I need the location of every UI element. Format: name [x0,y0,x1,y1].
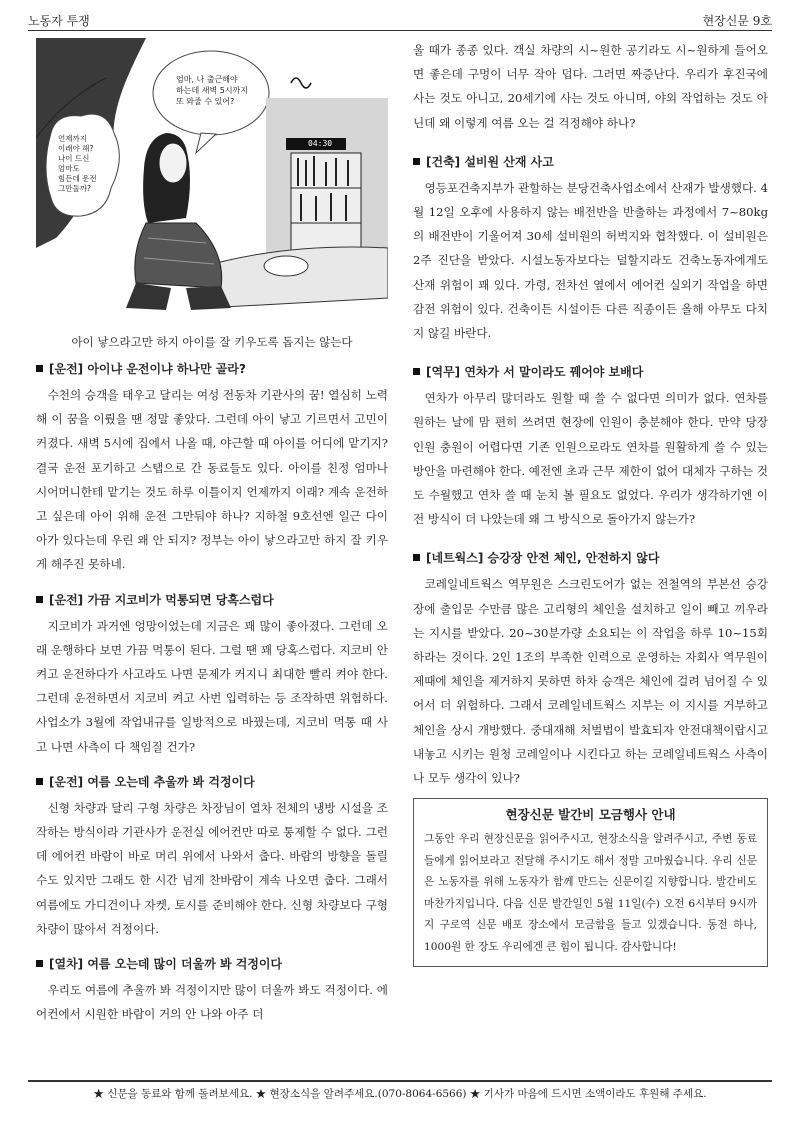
article-heading-text: [운전] 여름 오는데 추울까 봐 걱정이다 [49,774,255,789]
bubble-left-line: 나이 드신 [58,154,90,163]
article-heading [413,363,768,380]
article-heading-text: [운전] 아이냐 운전이냐 하나만 골라? [49,362,246,376]
square-bullet-icon [36,778,43,785]
article-heading-text: [역무] 연차가 서 말이라도 꿰어야 보배다 [426,365,644,380]
article-body: 우리도 여름에 추울까 봐 걱정이지만 많이 더울까 봐도 걱정이다. 에어컨에서 시원한 바람이 거의 안 나와 아주 더 [36,983,388,1022]
square-bullet-icon [36,596,43,603]
article-body: 영등포건축지부가 관할하는 분당건축사업소에서 산재가 발생했다. 4월 12일 오후에 사용하지 않는 배전반을 반출하는 과정에서 7~80kg의 배전반이 기울어져 30세 설비원의 허벅지와 협착했다. 이 설비원은 2주 진단을 받았다. 시설노동자보다는 덜할지라도 건축노동자에게도 산재 위험이 꽤 있다. 가령, 전차선 옆에서 에어컨 실외기 작업을 하면 감전 위험이 있다. 건축이든 시설이든 다른 직종이든 올해 아무도 다치지 않길 바란다. [413,180,768,341]
article-heading [36,591,388,608]
article-heading-text: [건축] 설비원 산재 사고 [426,154,554,169]
article-heading [36,955,388,972]
article-heading [413,549,768,566]
article-body: 신형 차량과 달리 구형 차량은 차장님이 열차 전체의 냉방 시설을 조작하는 방식이라 기관사가 운전실 에어컨만 따로 통제할 수 없다. 그런데 에어컨 바람이 바로 머리 위에서 나와서 춥다. 바람의 방향을 돌릴 수도 있지만 그래도 한 시간 넘게 찬바람이 계속 나오면 춥다. 그래서 여름에도 가디건이나 자켓, 토시를 준비해야 한다. 신형 차량보다 구형 차량이 많아서 걱정이다. [36,800,388,936]
article-4 [36,955,388,1026]
clock-display: 04:30 [308,139,333,148]
article-heading-text: [네트웍스] 승강장 안전 체인, 안전하지 않다 [426,551,660,566]
bubble-top-line: 하는데 새벽 5시까지 [176,86,248,95]
cartoon-bubble-top [176,74,248,107]
article-heading-text: [열차] 여름 오는데 많이 더울까 봐 걱정이다 [49,957,283,972]
article-body: 수천의 승객을 태우고 달리는 여성 전동차 기관사의 꿈! 열심히 노력해 이 꿈을 이뤘을 땐 정말 좋았다. 그런데 아이 낳고 기르면서 고민이 커졌다. 새벽 5시에 집에서 나올 때, 야근할 때 아이를 어디에 맡기지? 결국 운전 포기하고 스탭으로 간 동료들도 있다. 아이를 친정 엄마나 시어머니한테 맡기는 것도 하루 이틀이지 언제까지 이래? 계속 운전하고 싶은데 아이 위해 운전 그만둬야 하나? 지하철 9호선엔 일근 다이아가 있다는데 우린 왜 안 되지? 정부는 아이 낳으라고만 하지 잘 키우게 해주진 못하네. [36,388,388,572]
bubble-left-line: 언제까지 [58,134,87,143]
cartoon-caption: 아이 낳으라고만 하지 아이를 잘 키우도록 돕지는 않는다 [71,335,353,349]
article-3 [36,773,388,941]
notice-title: 현장신문 발간비 모금행사 안내 [505,807,676,823]
left-column [36,38,388,1026]
bubble-left-line: 엄마도 [58,164,80,173]
bubble-left-line: 이래야 해? [58,144,94,153]
article-body: 연차가 아무리 많더라도 원할 때 쓸 수 없다면 의미가 없다. 연차를 원하는 날에 맘 편히 쓰려면 현장에 인원이 충분해야 한다. 만약 당장 인원 충원이 어렵다면 기존 인원으로라도 연차를 원활하게 쓸 수 있는 방안을 마련해야 한다. 예전엔 초과 근무 제한이 없어 대체자 구하는 것도 수월했고 연차 쓸 때 눈치 볼 필요도 없었다. 우리가 생각하기엔 이전 방식이 더 나았는데 왜 그 방식으로 돌아가지 않는가? [413,391,768,527]
fundraising-notice [413,798,768,967]
article-body: 코레일네트웍스 역무원은 스크린도어가 없는 전철역의 부본선 승강장에 출입문 수만큼 많은 고리형의 체인을 설치하고 일이 빼고 끼우라는 지시를 받았다. 20~30분가량 소요되는 이 작업을 하루 10~15회 하라는 것이다. 2인 1조의 부족한 인력으로 운영하는 자회사 역무원이 제때에 체인을 제거하지 못하면 하차 승객은 체인에 걸려 넘어질 수 있어서 더 위험하다. 그래서 코레일네트웍스 지부는 이 지시를 거부하고 체인을 상시 개방했다. 중대재해 처벌법이 발효되자 안전대책이랍시고 내놓고 시키는 원청 코레일이나 시킨다고 하는 코레일네트웍스 사측이나 모두 생각이 있나? [413,577,768,786]
header-left: 노동자 투쟁 [28,14,90,28]
cartoon-illustration [36,38,388,328]
page-footer: ★ 신문을 동료와 함께 돌려보세요. ★ 현장소식을 알려주세요.(070-8064-6566) ★ 기사가 마음에 드시면 소액이라도 후원해 주세요. [28,1080,772,1101]
header-right: 현장신문 9호 [702,14,772,28]
right-column [413,38,768,967]
article-heading-text: [운전] 가끔 지코비가 먹통되면 당혹스럽다 [49,592,274,607]
article-7 [413,549,768,790]
article-body: 지코비가 과거엔 엉망이었는데 지금은 꽤 많이 좋아졌다. 그런데 오래 운행하다 보면 가끔 먹통이 된다. 그럴 땐 꽤 당혹스럽다. 지코비 안 켜고 운전하다가 사고라도 나면 문제가 커지니 최대한 빨리 켜야 한다. 그런데 운전하면서 지코비 켜고 사번 입력하는 등 조작하면 위험하다. 사업소가 3월에 작업내규를 일방적으로 바꿨는데, 지코비 먹통 때 사고 나면 사측이 다 책임질 건가? [36,618,388,754]
square-bullet-icon [413,554,420,561]
bubble-left-line: 힘든데 운전 [58,174,97,183]
article-1 [36,360,388,577]
article-heading [36,360,388,377]
article-4-continued: 울 때가 종종 있다. 객실 차량의 시~원한 공기라도 시~원하게 들어오면 좋은데 구멍이 너무 작아 덥다. 그러면 짜증난다. 우리가 후진국에 사는 것도 아니고, 20세기에 사는 것도 아니며, 야외 작업하는 것도 아닌데 왜 이렇게 여름 오는 걸 걱정해야 하나? [413,43,768,130]
bubble-top-line: 엄마, 나 출근해야 [176,75,238,84]
notice-body: 그동안 우리 현장신문을 읽어주시고, 현장소식을 알려주시고, 주변 동료들에게 읽어보라고 전달해 주시기도 해서 정말 고마웠습니다. 우리 신문은 노동자를 위해 노동자가 함께 만드는 신문이길 지향합니다. 발간비도 마찬가지입니다. 다음 신문 발간일인 5월 11일(수) 오전 6시부터 9시까지 구로역 신문 배포 장소에서 모금함을 들고 있겠습니다. 동전 하나, 1000원 한 장도 우리에겐 큰 힘이 됩니다. 감사합니다! [424,833,757,953]
article-heading [36,773,388,790]
article-2 [36,591,388,759]
cartoon-bubble-left [58,134,97,194]
page-header [28,0,772,31]
bubble-left-line: 그만둘까? [58,184,91,193]
article-5 [413,153,768,345]
bubble-top-line: 또 와줄 수 있어? [176,97,235,106]
article-heading [413,153,768,170]
square-bullet-icon [36,960,43,967]
article-6 [413,363,768,531]
square-bullet-icon [413,368,420,375]
square-bullet-icon [413,158,420,165]
square-bullet-icon [36,365,43,372]
